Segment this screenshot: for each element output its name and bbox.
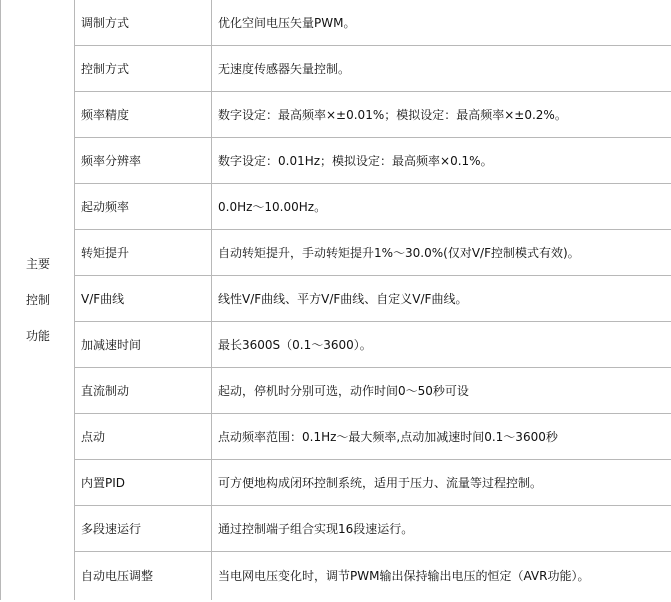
- spec-name: 调制方式: [75, 0, 212, 46]
- table-row: [1, 506, 671, 552]
- table-row: [1, 138, 671, 184]
- spec-value: 线性V/F曲线、平方V/F曲线、自定义V/F曲线。: [212, 276, 671, 322]
- spec-name: 自动电压调整: [75, 552, 212, 601]
- spec-name: 控制方式: [75, 46, 212, 92]
- spec-name: 加减速时间: [75, 322, 212, 368]
- spec-name: 频率分辨率: [75, 138, 212, 184]
- spec-value: 通过控制端子组合实现16段速运行。: [212, 506, 671, 552]
- table-row: [1, 414, 671, 460]
- table-row: [1, 276, 671, 322]
- spec-value: 最长3600S（0.1～3600）。: [212, 322, 671, 368]
- spec-name: V/F曲线: [75, 276, 212, 322]
- group-label-line: 功能: [26, 329, 51, 343]
- table-row: [1, 368, 671, 414]
- table-row: [1, 46, 671, 92]
- spec-name: 多段速运行: [75, 506, 212, 552]
- spec-name: 起动频率: [75, 184, 212, 230]
- spec-name: 频率精度: [75, 92, 212, 138]
- group-label-line: 控制: [26, 293, 51, 307]
- table-row: [1, 460, 671, 506]
- spec-value: 0.0Hz～10.00Hz。: [212, 184, 671, 230]
- table-row: [1, 184, 671, 230]
- spec-value: 无速度传感器矢量控制。: [212, 46, 671, 92]
- table-row: [1, 552, 671, 601]
- spec-value: 起动，停机时分别可选，动作时间0～50秒可设: [212, 368, 671, 414]
- table-row: [1, 92, 671, 138]
- spec-name: 转矩提升: [75, 230, 212, 276]
- spec-value: 数字设定：0.01Hz；模拟设定：最高频率×0.1%。: [212, 138, 671, 184]
- group-label-line: 主要: [26, 257, 51, 271]
- spec-value: 点动频率范围：0.1Hz～最大频率,点动加减速时间0.1～3600秒: [212, 414, 671, 460]
- table-row: [1, 0, 671, 46]
- spec-name: 内置PID: [75, 460, 212, 506]
- spec-value: 数字设定：最高频率×±0.01%；模拟设定：最高频率×±0.2%。: [212, 92, 671, 138]
- table-row: [1, 230, 671, 276]
- group-label-cell: [1, 0, 75, 600]
- spec-name: 直流制动: [75, 368, 212, 414]
- spec-name: 点动: [75, 414, 212, 460]
- spec-value: 优化空间电压矢量PWM。: [212, 0, 671, 46]
- table-row: [1, 322, 671, 368]
- spec-value: 可方便地构成闭环控制系统，适用于压力、流量等过程控制。: [212, 460, 671, 506]
- spec-table-body: [1, 0, 671, 600]
- spec-value: 自动转矩提升，手动转矩提升1%～30.0%(仅对V/F控制模式有效)。: [212, 230, 671, 276]
- spec-value: 当电网电压变化时，调节PWM输出保持输出电压的恒定（AVR功能）。: [212, 552, 671, 601]
